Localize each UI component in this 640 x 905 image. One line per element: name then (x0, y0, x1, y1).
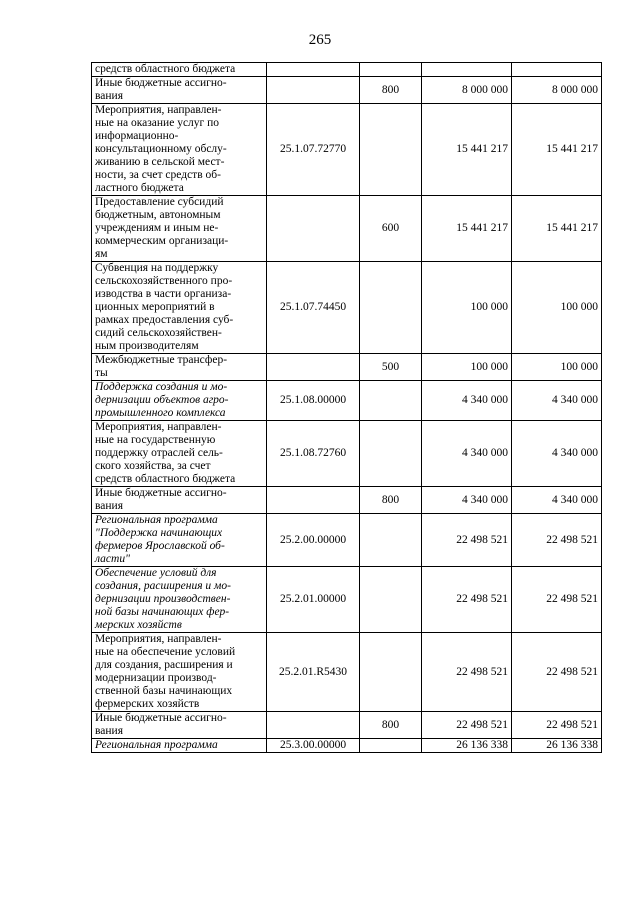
expense-type-cell (360, 262, 422, 354)
amount-cell-1: 8 000 000 (422, 77, 512, 104)
row-name-cell (92, 712, 267, 739)
budget-table (91, 62, 602, 753)
amount-cell-2: 22 498 521 (512, 514, 602, 567)
row-name-cell (92, 514, 267, 567)
row-name-cell (92, 63, 267, 77)
target-code-cell (267, 354, 360, 381)
expense-type-cell: 500 (360, 354, 422, 381)
target-code-cell: 25.2.01.R5430 (267, 633, 360, 712)
expense-type-cell: 800 (360, 712, 422, 739)
expense-type-cell (360, 421, 422, 487)
target-code-cell: 25.1.08.72760 (267, 421, 360, 487)
row-name-line: Мероприятия, направлен- (95, 104, 222, 116)
row-name-line: ные на государственную (95, 434, 216, 446)
row-name-line: ные на оказание услуг по (95, 117, 220, 129)
row-name-cell (92, 739, 267, 753)
amount-cell-2: 8 000 000 (512, 77, 602, 104)
amount-cell-1: 4 340 000 (422, 381, 512, 421)
row-name-line: средств областного бюджета (95, 63, 236, 75)
target-code-cell (267, 712, 360, 739)
table-row (92, 381, 602, 421)
target-code-cell: 25.3.00.00000 (267, 739, 360, 753)
amount-cell-1 (422, 63, 512, 77)
expense-type-cell (360, 739, 422, 753)
row-name-line: промышленного комплекса (95, 407, 226, 419)
row-name-line: сельскохозяйственного про- (95, 275, 233, 287)
row-name-cell (92, 196, 267, 262)
amount-cell-1: 4 340 000 (422, 487, 512, 514)
row-name-line: Межбюджетные трансфер- (95, 354, 228, 366)
amount-cell-2: 22 498 521 (512, 567, 602, 633)
expense-type-cell: 800 (360, 77, 422, 104)
row-name-line: вания (95, 500, 123, 512)
row-name-line: ные на обеспечение условий (95, 646, 236, 658)
row-name-line: поддержку отраслей сель- (95, 447, 223, 459)
target-code-cell: 25.1.08.00000 (267, 381, 360, 421)
row-name-line: живанию в сельской мест- (95, 156, 225, 168)
expense-type-cell (360, 633, 422, 712)
row-name-line: Субвенция на поддержку (95, 262, 219, 274)
row-name-line: "Поддержка начинающих (95, 527, 223, 539)
amount-cell-2: 26 136 338 (512, 739, 602, 753)
expense-type-cell (360, 104, 422, 196)
amount-cell-1: 4 340 000 (422, 421, 512, 487)
amount-cell-1: 100 000 (422, 262, 512, 354)
row-name-line: вания (95, 90, 123, 102)
row-name-line: Мероприятия, направлен- (95, 421, 222, 433)
row-name-cell (92, 77, 267, 104)
row-name-line: вания (95, 725, 123, 737)
expense-type-cell (360, 63, 422, 77)
row-name-line: мерских хозяйств (95, 619, 182, 631)
expense-type-cell (360, 514, 422, 567)
row-name-line: Мероприятия, направлен- (95, 633, 222, 645)
table-row (92, 514, 602, 567)
target-code-cell: 25.1.07.74450 (267, 262, 360, 354)
target-code-cell: 25.1.07.72770 (267, 104, 360, 196)
row-name-line: Предоставление субсидий (95, 196, 224, 208)
row-name-line: ского хозяйства, за счет (95, 460, 211, 472)
budget-table-body (92, 63, 602, 753)
row-name-line: сидий сельскохозяйствен- (95, 327, 222, 339)
row-name-line: Иные бюджетные ассигно- (95, 712, 227, 724)
row-name-cell (92, 487, 267, 514)
table-row (92, 262, 602, 354)
row-name-line: Иные бюджетные ассигно- (95, 487, 227, 499)
row-name-line: дернизации производствен- (95, 593, 231, 605)
row-name-line: Региональная программа (95, 739, 218, 751)
row-name-line: для создания, расширения и (95, 659, 233, 671)
row-name-cell (92, 421, 267, 487)
row-name-line: модернизации производ- (95, 672, 217, 684)
table-row (92, 633, 602, 712)
table-row (92, 421, 602, 487)
expense-type-cell (360, 381, 422, 421)
amount-cell-1: 22 498 521 (422, 633, 512, 712)
row-name-line: ласти" (95, 553, 130, 565)
table-row (92, 739, 602, 753)
amount-cell-1: 22 498 521 (422, 712, 512, 739)
row-name-cell (92, 262, 267, 354)
target-code-cell: 25.2.00.00000 (267, 514, 360, 567)
amount-cell-1: 15 441 217 (422, 104, 512, 196)
row-name-line: ственной базы начинающих (95, 685, 233, 697)
target-code-cell (267, 487, 360, 514)
amount-cell-1: 15 441 217 (422, 196, 512, 262)
row-name-line: ционных мероприятий в (95, 301, 215, 313)
row-name-line: фермеров Ярославской об- (95, 540, 225, 552)
amount-cell-1: 100 000 (422, 354, 512, 381)
target-code-cell (267, 63, 360, 77)
amount-cell-2 (512, 63, 602, 77)
row-name-cell (92, 104, 267, 196)
target-code-cell (267, 77, 360, 104)
amount-cell-2: 15 441 217 (512, 104, 602, 196)
row-name-line: дернизации объектов агро- (95, 394, 229, 406)
row-name-line: информационно- (95, 130, 179, 142)
row-name-line: рамках предоставления суб- (95, 314, 234, 326)
row-name-line: ности, за счет средств об- (95, 169, 221, 181)
table-row (92, 567, 602, 633)
row-name-line: ной базы начинающих фер- (95, 606, 230, 618)
row-name-line: средств областного бюджета (95, 473, 236, 485)
row-name-line: Иные бюджетные ассигно- (95, 77, 227, 89)
table-row (92, 354, 602, 381)
row-name-line: ям (95, 248, 108, 260)
amount-cell-2: 15 441 217 (512, 196, 602, 262)
amount-cell-2: 4 340 000 (512, 487, 602, 514)
row-name-line: Поддержка создания и мо- (95, 381, 228, 393)
row-name-cell (92, 381, 267, 421)
table-row (92, 104, 602, 196)
amount-cell-1: 26 136 338 (422, 739, 512, 753)
row-name-line: Обеспечение условий для (95, 567, 217, 579)
table-row (92, 712, 602, 739)
amount-cell-2: 100 000 (512, 262, 602, 354)
row-name-line: Региональная программа (95, 514, 218, 526)
row-name-line: ластного бюджета (95, 182, 184, 194)
row-name-line: изводства в части организа- (95, 288, 232, 300)
table-row (92, 77, 602, 104)
row-name-line: бюджетным, автономным (95, 209, 221, 221)
target-code-cell: 25.2.01.00000 (267, 567, 360, 633)
amount-cell-2: 22 498 521 (512, 712, 602, 739)
row-name-line: создания, расширения и мо- (95, 580, 231, 592)
row-name-line: ты (95, 367, 108, 379)
amount-cell-2: 4 340 000 (512, 381, 602, 421)
row-name-cell (92, 633, 267, 712)
row-name-line: учреждениям и иным не- (95, 222, 219, 234)
amount-cell-1: 22 498 521 (422, 514, 512, 567)
row-name-line: ным производителям (95, 340, 199, 352)
table-row (92, 63, 602, 77)
page-number: 265 (308, 32, 332, 48)
row-name-cell (92, 354, 267, 381)
row-name-line: консультационному обслу- (95, 143, 227, 155)
row-name-cell (92, 567, 267, 633)
target-code-cell (267, 196, 360, 262)
expense-type-cell: 600 (360, 196, 422, 262)
expense-type-cell (360, 567, 422, 633)
amount-cell-2: 22 498 521 (512, 633, 602, 712)
row-name-line: коммерческим организаци- (95, 235, 229, 247)
amount-cell-1: 22 498 521 (422, 567, 512, 633)
row-name-line: фермерских хозяйств (95, 698, 200, 710)
expense-type-cell: 800 (360, 487, 422, 514)
table-row (92, 196, 602, 262)
amount-cell-2: 4 340 000 (512, 421, 602, 487)
table-row (92, 487, 602, 514)
amount-cell-2: 100 000 (512, 354, 602, 381)
